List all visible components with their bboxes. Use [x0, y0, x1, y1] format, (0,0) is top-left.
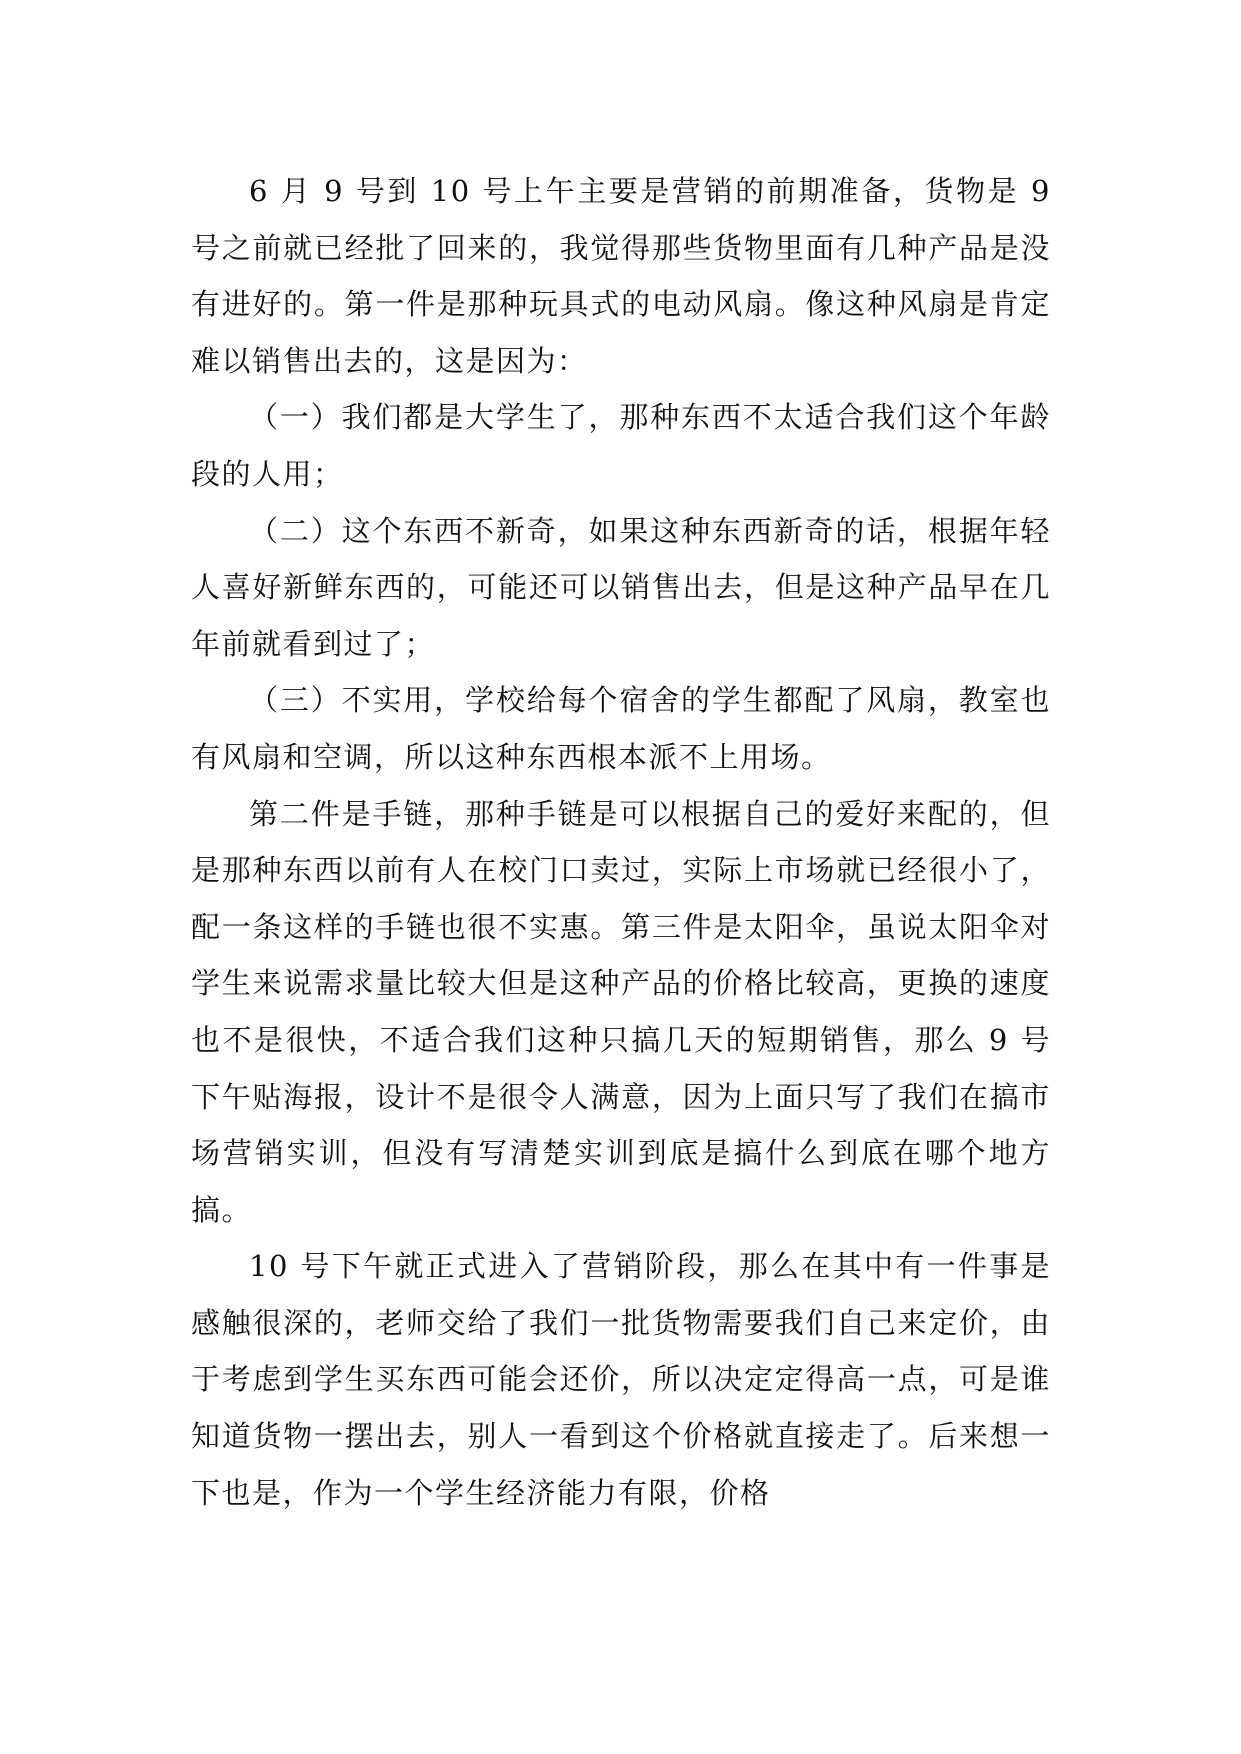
body-text — [191, 163, 1051, 1521]
paragraph-reason-1: （一）我们都是大学生了，那种东西不太适合我们这个年龄段的人用； — [191, 400, 1051, 491]
paragraph-reason-2: （二）这个东西不新奇，如果这种东西新奇的话，根据年轻人喜好新鲜东西的，可能还可以销售出去，但是这种产品早在几年前就看到过了； — [191, 513, 1051, 661]
paragraph-preparation: 6 月 9 号到 10 号上午主要是营销的前期准备，货物是 9 号之前就已经批了回来的，我觉得那些货物里面有几种产品是没有进好的。第一件是那种玩具式的电动风扇。像这种风扇是肯定难以销售出去的，这是因为： — [191, 174, 1051, 378]
paragraph-reason-3: （三）不实用，学校给每个宿舍的学生都配了风扇，教室也有风扇和空调，所以这种东西根本派不上用场。 — [191, 683, 1051, 774]
paragraph-bracelet-umbrella: 第二件是手链，那种手链是可以根据自己的爱好来配的，但是那种东西以前有人在校门口卖过，实际上市场就已经很小了，配一条这样的手链也很不实惠。第三件是太阳伞，虽说太阳伞对学生来说需求量比较大但是这种产品的价格比较高，更换的速度也不是很快，不适合我们这种只搞几天的短期销售，那么 9 号下午贴海报，设计不是很令人满意，因为上面只写了我们在搞市场营销实训，但没有写清楚实训到底是搞什么到底在哪个地方搞。 — [191, 796, 1051, 1227]
paragraph-sales-stage: 10 号下午就正式进入了营销阶段，那么在其中有一件事是感触很深的，老师交给了我们一批货物需要我们自己来定价，由于考虑到学生买东西可能会还价，所以决定定得高一点，可是谁知道货物一摆出去，别人一看到这个价格就直接走了。后来想一下也是，作为一个学生经济能力有限，价格 — [191, 1249, 1051, 1510]
